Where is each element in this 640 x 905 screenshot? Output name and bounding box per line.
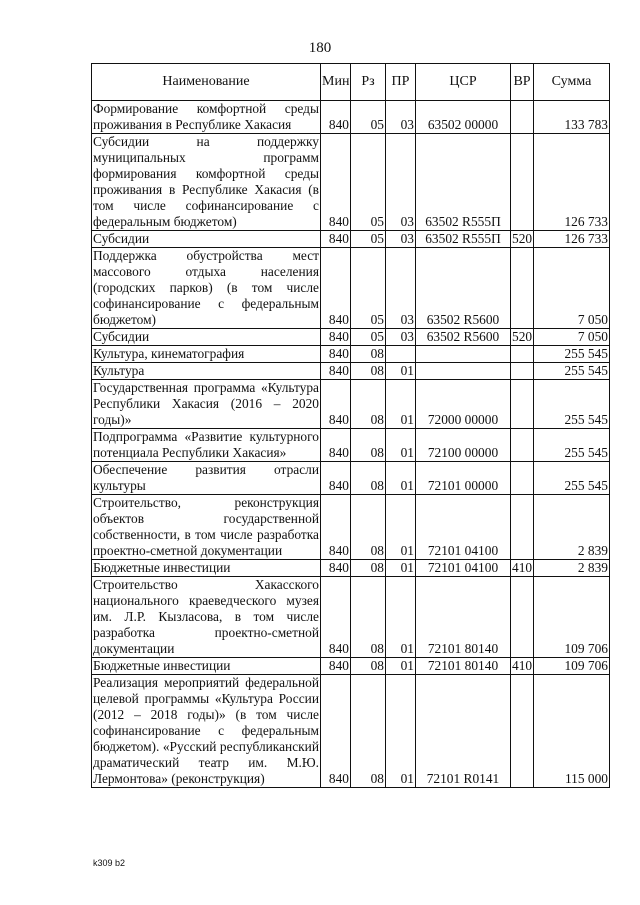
cell-vr bbox=[511, 462, 534, 495]
cell-rz: 08 bbox=[351, 380, 386, 429]
cell-vr bbox=[511, 248, 534, 329]
table-row bbox=[92, 346, 610, 363]
cell-pr: 01 bbox=[386, 560, 416, 577]
cell-vr bbox=[511, 346, 534, 363]
cell-min: 840 bbox=[321, 462, 351, 495]
cell-name: Строительство Хакасского национального краеведческого музея им. Л.Р. Кызласова, в том числе разработка проектно-сметной документации bbox=[93, 577, 319, 656]
cell-csr: 72101 80140 bbox=[416, 658, 511, 675]
header-min: Мин bbox=[321, 64, 351, 101]
cell-min: 840 bbox=[321, 495, 351, 560]
cell-name: Субсидии bbox=[92, 329, 321, 346]
cell-pr: 03 bbox=[386, 329, 416, 346]
header-sum: Сумма bbox=[534, 64, 610, 101]
cell-sum: 115 000 bbox=[534, 675, 610, 788]
cell-sum: 7 050 bbox=[534, 329, 610, 346]
cell-csr bbox=[416, 363, 511, 380]
cell-min: 840 bbox=[321, 577, 351, 658]
cell-name: Культура, кинематография bbox=[92, 346, 321, 363]
table-row bbox=[92, 363, 610, 380]
table-row bbox=[92, 101, 610, 134]
cell-name: Обеспечение развития отрасли культуры bbox=[93, 462, 319, 493]
cell-pr: 01 bbox=[386, 675, 416, 788]
cell-name: Субсидии bbox=[92, 231, 321, 248]
cell-rz: 05 bbox=[351, 329, 386, 346]
table-row bbox=[92, 577, 610, 658]
cell-min: 840 bbox=[321, 658, 351, 675]
cell-csr: 72101 R0141 bbox=[416, 675, 511, 788]
cell-name: Субсидии на поддержку муниципальных программ формирования комфортной среды проживания в Республике Хакасия (в том числе софинансирование с федеральным бюджетом) bbox=[93, 134, 319, 229]
cell-sum: 2 839 bbox=[534, 495, 610, 560]
cell-csr: 63502 R555П bbox=[416, 134, 511, 231]
table-row bbox=[92, 380, 610, 429]
cell-name: Бюджетные инвестиции bbox=[92, 560, 321, 577]
cell-rz: 08 bbox=[351, 495, 386, 560]
cell-sum: 255 545 bbox=[534, 429, 610, 462]
cell-rz: 08 bbox=[351, 462, 386, 495]
cell-pr: 01 bbox=[386, 429, 416, 462]
cell-rz: 08 bbox=[351, 429, 386, 462]
cell-csr: 72101 80140 bbox=[416, 577, 511, 658]
cell-name: Формирование комфортной среды проживания в Республике Хакасия bbox=[93, 101, 319, 132]
cell-csr: 72101 00000 bbox=[416, 462, 511, 495]
cell-sum: 126 733 bbox=[534, 134, 610, 231]
cell-vr bbox=[511, 675, 534, 788]
cell-name: Реализация мероприятий федеральной целевой программы «Культура России (2012 – 2018 годы)» (в том числе софинансирование с федеральным бюджетом). «Русский республиканский драматический театр им. М.Ю. Лермонтова» (реконструкция) bbox=[93, 675, 319, 786]
cell-pr: 03 bbox=[386, 248, 416, 329]
cell-rz: 08 bbox=[351, 560, 386, 577]
table-row bbox=[92, 429, 610, 462]
cell-pr: 01 bbox=[386, 462, 416, 495]
cell-pr: 01 bbox=[386, 495, 416, 560]
cell-min: 840 bbox=[321, 101, 351, 134]
cell-csr bbox=[416, 346, 511, 363]
cell-vr: 410 bbox=[512, 560, 533, 575]
cell-min: 840 bbox=[321, 560, 351, 577]
table-row bbox=[92, 495, 610, 560]
footer-code: k309 b2 bbox=[93, 858, 126, 868]
table-row bbox=[92, 675, 610, 788]
cell-name: Государственная программа «Культура Республики Хакасия (2016 – 2020 годы)» bbox=[93, 380, 319, 427]
table-row bbox=[92, 134, 610, 231]
cell-csr: 63502 00000 bbox=[416, 101, 511, 134]
cell-rz: 05 bbox=[351, 231, 386, 248]
cell-name: Бюджетные инвестиции bbox=[92, 658, 321, 675]
cell-pr: 01 bbox=[386, 658, 416, 675]
cell-rz: 05 bbox=[351, 248, 386, 329]
cell-pr: 03 bbox=[386, 134, 416, 231]
cell-sum: 7 050 bbox=[534, 248, 610, 329]
cell-pr: 03 bbox=[386, 231, 416, 248]
cell-vr bbox=[511, 495, 534, 560]
cell-csr: 63502 R555П bbox=[416, 231, 511, 248]
cell-vr: 520 bbox=[512, 329, 533, 344]
table-row bbox=[92, 658, 610, 675]
cell-pr: 01 bbox=[386, 363, 416, 380]
cell-min: 840 bbox=[321, 231, 351, 248]
cell-vr: 410 bbox=[512, 658, 533, 673]
cell-min: 840 bbox=[321, 248, 351, 329]
cell-vr bbox=[511, 380, 534, 429]
table-row bbox=[92, 560, 610, 577]
header-name: Наименование bbox=[92, 64, 321, 101]
cell-rz: 05 bbox=[351, 134, 386, 231]
cell-sum: 255 545 bbox=[534, 363, 610, 380]
cell-vr bbox=[511, 577, 534, 658]
cell-pr: 01 bbox=[386, 577, 416, 658]
cell-sum: 109 706 bbox=[534, 658, 610, 675]
cell-sum: 255 545 bbox=[534, 346, 610, 363]
cell-csr: 63502 R5600 bbox=[416, 329, 511, 346]
header-csr: ЦСР bbox=[416, 64, 511, 101]
cell-rz: 08 bbox=[351, 675, 386, 788]
cell-pr bbox=[386, 346, 416, 363]
cell-sum: 126 733 bbox=[534, 231, 610, 248]
table-row bbox=[92, 248, 610, 329]
cell-vr bbox=[511, 429, 534, 462]
cell-csr: 72000 00000 bbox=[416, 380, 511, 429]
cell-min: 840 bbox=[321, 380, 351, 429]
cell-csr: 72100 00000 bbox=[416, 429, 511, 462]
cell-csr: 63502 R5600 bbox=[416, 248, 511, 329]
cell-rz: 08 bbox=[351, 658, 386, 675]
cell-sum: 133 783 bbox=[534, 101, 610, 134]
cell-csr: 72101 04100 bbox=[416, 560, 511, 577]
header-pr: ПР bbox=[386, 64, 416, 101]
cell-min: 840 bbox=[321, 134, 351, 231]
header-rz: Рз bbox=[351, 64, 386, 101]
cell-name: Подпрограмма «Развитие культурного потенциала Республики Хакасия» bbox=[93, 429, 319, 460]
cell-sum: 255 545 bbox=[534, 380, 610, 429]
table-row bbox=[92, 462, 610, 495]
cell-vr bbox=[511, 363, 534, 380]
cell-name: Поддержка обустройства мест массового отдыха населения (городских парков) (в том числе софинансирование с федеральным бюджетом) bbox=[93, 248, 319, 327]
cell-vr bbox=[511, 101, 534, 134]
cell-min: 840 bbox=[321, 363, 351, 380]
cell-rz: 05 bbox=[351, 101, 386, 134]
budget-table bbox=[91, 63, 610, 788]
cell-min: 840 bbox=[321, 675, 351, 788]
cell-min: 840 bbox=[321, 429, 351, 462]
cell-sum: 2 839 bbox=[534, 560, 610, 577]
page-number: 180 bbox=[308, 40, 332, 56]
cell-rz: 08 bbox=[351, 363, 386, 380]
cell-sum: 109 706 bbox=[534, 577, 610, 658]
cell-name: Культура bbox=[92, 363, 321, 380]
cell-vr: 520 bbox=[512, 231, 533, 246]
cell-pr: 03 bbox=[386, 101, 416, 134]
cell-min: 840 bbox=[321, 329, 351, 346]
table-row bbox=[92, 329, 610, 346]
cell-pr: 01 bbox=[386, 380, 416, 429]
cell-sum: 255 545 bbox=[534, 462, 610, 495]
cell-name: Строительство, реконструкция объектов государственной собственности, в том числе разработка проектно-сметной документации bbox=[93, 495, 319, 558]
cell-vr bbox=[511, 134, 534, 231]
table-row bbox=[92, 231, 610, 248]
cell-csr: 72101 04100 bbox=[416, 495, 511, 560]
cell-rz: 08 bbox=[351, 346, 386, 363]
cell-min: 840 bbox=[321, 346, 351, 363]
cell-rz: 08 bbox=[351, 577, 386, 658]
header-vr: ВР bbox=[511, 64, 534, 101]
table-header-row bbox=[92, 64, 610, 101]
